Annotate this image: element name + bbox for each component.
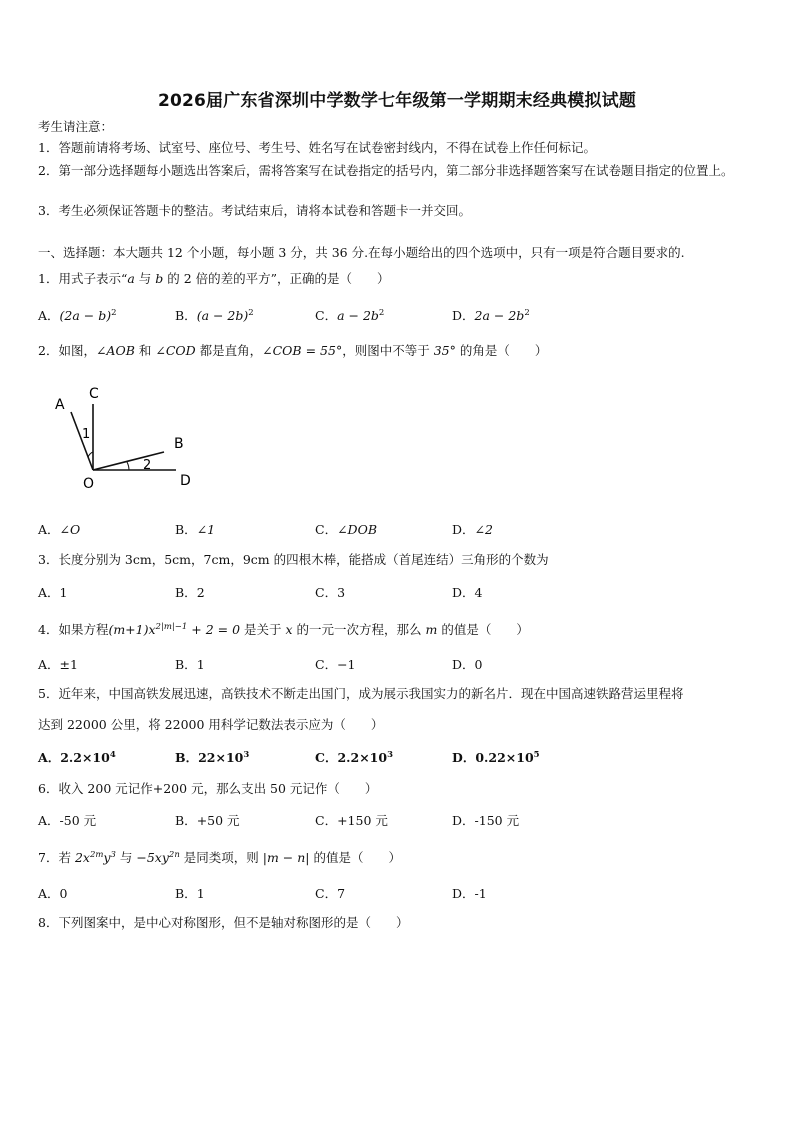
option-d[interactable]: D．4 [452,585,483,600]
option-b[interactable]: B．2 [175,585,205,600]
question-4-options [38,655,758,675]
notice-item-2: 2．第一部分选择题每小题选出答案后，需将答案写在试卷指定的括号内，第二部分非选择题答案写在试卷题目指定的位置上。 [38,163,734,178]
option-d[interactable]: D．$2a - 2b^2$ [452,307,530,323]
notice-heading: 考生请注意： [38,119,114,134]
option-d[interactable]: D．0 [452,657,483,672]
question-5-options [38,748,758,768]
label-angle-1: 1 [82,427,91,442]
question-2-stem: 2．如图，∠AOB 和 ∠COD 都是直角，∠COB = 55°，则图中不等于 35° 的角是（ ） [38,343,548,358]
option-b[interactable]: B．1 [175,886,205,901]
option-c[interactable]: C．+150 元 [315,813,388,828]
question-7-stem: 7．若 $2x^{2m}y^3$ 与 $-5xy^{2n}$ 是同类项，则 |m − n| 的值是（ ） [38,850,401,866]
option-a[interactable]: A．1 [38,585,68,600]
question-3-stem: 3．长度分别为 3cm，5cm，7cm，9cm 的四根木棒，能搭成（首尾连结）三角形的个数为 [38,552,549,567]
option-b[interactable]: B．1 [175,657,205,672]
notice-item-1: 1．答题前请将考场、试室号、座位号、考生号、姓名写在试卷密封线内，不得在试卷上作任何标记。 [38,140,596,155]
question-4-stem: 4．如果方程$(m+1)x^{2|m|-1} + 2 = 0$ 是关于 x 的一元一次方程，那么 m 的值是（ ） [38,622,529,638]
label-b: B [174,436,184,452]
question-5-stem-line-1: 5．近年来，中国高铁发展迅速，高铁技术不断走出国门，成为展示我国实力的新名片．现在中国高速铁路营运里程将 [38,686,684,701]
option-c[interactable]: C．$2.2\times 10^3$ [315,749,393,765]
option-d[interactable]: D．-150 元 [452,813,520,828]
option-d[interactable]: D．-1 [452,886,487,901]
question-6-stem: 6．收入 200 元记作+200 元，那么支出 50 元记作（ ） [38,781,378,796]
label-c: C [89,386,99,402]
option-d[interactable]: D．$0.22\times 10^5$ [452,749,540,765]
label-o: O [83,476,95,492]
question-5-stem-line-2: 达到 22000 公里，将 22000 用科学记数法表示应为（ ） [38,717,384,732]
option-b[interactable]: B．$22\times 10^3$ [175,749,250,765]
question-8-stem: 8．下列图案中，是中心对称图形，但不是轴对称图形的是（ ） [38,915,409,930]
question-1-stem: 1．用式子表示“a 与 b 的 2 倍的差的平方”，正确的是（ ） [38,271,390,286]
option-a[interactable]: A．0 [38,886,68,901]
label-angle-2: 2 [143,458,152,473]
angle-2-arc [127,462,129,470]
option-c[interactable]: C．7 [315,886,346,901]
page-title: 2026届广东省深圳中学数学七年级第一学期期末经典模拟试题 [157,91,637,111]
option-b[interactable]: B．+50 元 [175,813,240,828]
label-d: D [180,473,191,489]
question-2-options [38,520,758,540]
option-c[interactable]: C．−1 [315,657,356,672]
option-c[interactable]: C．$a - 2b^2$ [315,307,385,323]
label-a: A [55,397,65,413]
option-a[interactable]: A．±1 [38,657,78,672]
option-a[interactable]: A．∠O [38,522,81,537]
option-c[interactable]: C．3 [315,585,346,600]
option-a[interactable]: A．$2.2\times 10^4$ [38,749,116,765]
option-b[interactable]: B．$(a - 2b)^2$ [175,307,254,323]
option-a[interactable]: A．-50 元 [38,813,97,828]
question-3-options [38,583,758,603]
angle-figure [40,378,220,498]
option-a[interactable]: A．$(2a - b)^2$ [38,307,117,323]
option-c[interactable]: C．∠DOB [315,522,378,537]
question-1-options [38,306,758,326]
option-b[interactable]: B．∠1 [175,522,216,537]
notice-item-3: 3．考生必须保证答题卡的整洁。考试结束后，请将本试卷和答题卡一并交回。 [38,203,471,218]
section-heading: 一、选择题：本大题共 12 个小题，每小题 3 分，共 36 分.在每小题给出的四个选项中，只有一项是符合题目要求的. [38,245,685,260]
option-d[interactable]: D．∠2 [452,522,493,537]
question-7-options [38,884,758,904]
question-6-options [38,811,758,831]
